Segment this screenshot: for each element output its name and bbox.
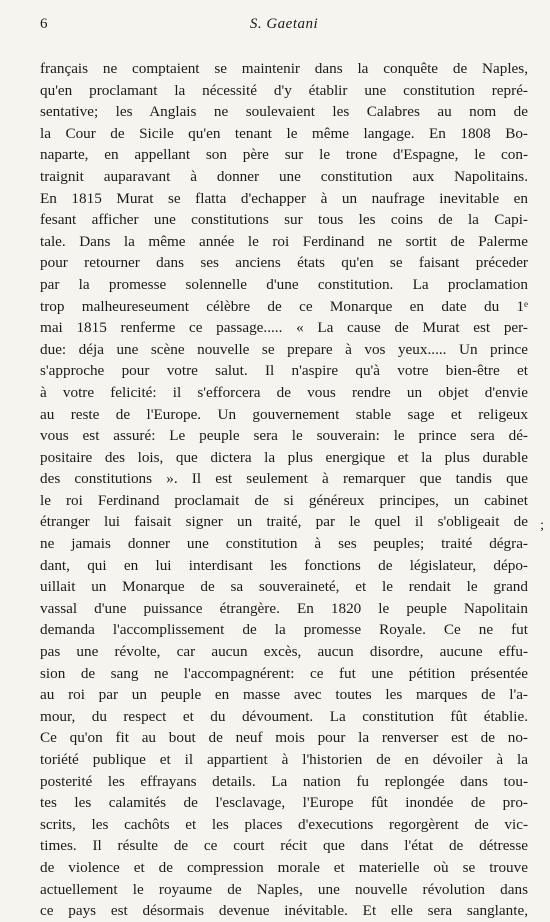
text-line: toriété publique et il appartient à l'historien de en dévoiler à la — [40, 751, 528, 768]
text-line: par la promesse solennelle d'une constitution. La proclamation — [40, 275, 528, 293]
text-line: tes les calamités de l'esclavage, l'Europe fût inondée de pro- — [40, 794, 528, 812]
text-line: positaire des lois, que dictera la plus energique et la plus durable — [40, 448, 528, 466]
text-line: à votre felicité: il s'efforcera de vous rendre un objet d'envie — [40, 383, 528, 401]
text-line: tale. Dans la même année le roi Ferdinand ne sortit de Palerme — [40, 232, 528, 250]
text-line: sion de sang ne l'accompagnérent: ce fut une pétition présentée — [40, 664, 528, 682]
text-line: au roi par un peuple en masse avec toutes les marques de l'a- — [40, 686, 528, 704]
text-line: mour, du respect et du dévoument. La constitution fût établie. — [40, 707, 528, 725]
text-line: pour retourner dans ses anciens états qu'en se faisant préceder — [40, 254, 528, 272]
text-line: étranger lui faisait signer un traité, par le quel il s'obligeait de — [40, 513, 528, 531]
text-line: demanda l'accomplissement de la promesse Royale. Ce ne fut — [40, 621, 528, 639]
text-line: français ne comptaient se maintenir dans la conquête de Naples, — [40, 60, 528, 77]
page-number: 6 — [40, 16, 48, 32]
text-line: times. Il résulte de ce court récit que dans l'état de détresse — [40, 837, 528, 855]
text-line: posterité les effrayans details. La nation fu replongée dans tou- — [40, 772, 528, 790]
text-line: trop malheureseument célèbre de ce Monarque en date du 1ᵉ — [40, 297, 528, 315]
body-text — [40, 58, 528, 922]
text-line: dant, qui en lui interdisant les fonctions de législateur, dépo- — [40, 556, 528, 574]
text-line: de violence et de compression morale et materielle où se trouve — [40, 858, 528, 876]
text-line: mai 1815 renferme ce passage..... « La cause de Murat est per- — [40, 319, 528, 337]
text-line: fesant afficher une constitutions sur tous les coins de la Capi- — [40, 211, 528, 229]
text-line: le roi Ferdinand proclamait de si généreux principes, un cabinet — [40, 491, 528, 509]
text-line: naparte, en appellant son père sur le trone d'Espagne, le con- — [40, 146, 528, 164]
text-line: traignit auparavant à donner une constitution aux Napolitains. — [40, 167, 528, 185]
margin-mark: ; — [540, 518, 544, 533]
running-title: S. Gaetani — [249, 16, 319, 32]
text-line: uillait un Monarque de sa souveraineté, et le rendait le grand — [40, 578, 528, 596]
text-line: qu'en proclamant la nécessité d'y établir une constitution repré- — [40, 81, 528, 99]
text-line: vous est assuré: Le peuple sera le souverain: le prince sera dé- — [40, 427, 528, 445]
text-line: sentative; les Anglais ne soulevaient les Calabres au nom de — [40, 103, 528, 121]
text-line: ce pays est désormais devenue inévitable. Et elle sera sanglante, — [40, 902, 528, 920]
text-line: actuellement le royaume de Naples, une nouvelle révolution dans — [40, 880, 528, 898]
page-header — [40, 16, 528, 44]
text-line: Ce qu'on fit au bout de neuf mois pour la renverser est de no- — [40, 729, 528, 747]
text-line: au reste de l'Europe. Un gouvernement stable sage et religeux — [40, 405, 528, 423]
text-line: scrits, les cachôts et les places d'executions regorgèrent de vic- — [40, 815, 528, 833]
text-line: pas une révolte, car aucun excès, aucun disordre, aucune effu- — [40, 643, 528, 661]
text-line: la Cour de Sicile qu'en tenant le même langage. En 1808 Bo- — [40, 124, 528, 142]
text-line: ne jamais donner une constitution à ses peuples; traité dégra- — [40, 535, 528, 553]
text-line: s'approche pour votre salut. Il n'aspire qu'à votre bien-être et — [40, 362, 528, 380]
text-line: due: déja une scène nouvelle se prepare à vos yeux..... Un prince — [40, 340, 528, 358]
text-line: En 1815 Murat se flatta d'echapper à un naufrage inevitable en — [40, 189, 528, 207]
text-line: des constitutions ». Il est seulement à remarquer que tandis que — [40, 470, 528, 488]
text-line: vassal d'une puissance étrangère. En 1820 le peuple Napolitain — [40, 599, 528, 617]
